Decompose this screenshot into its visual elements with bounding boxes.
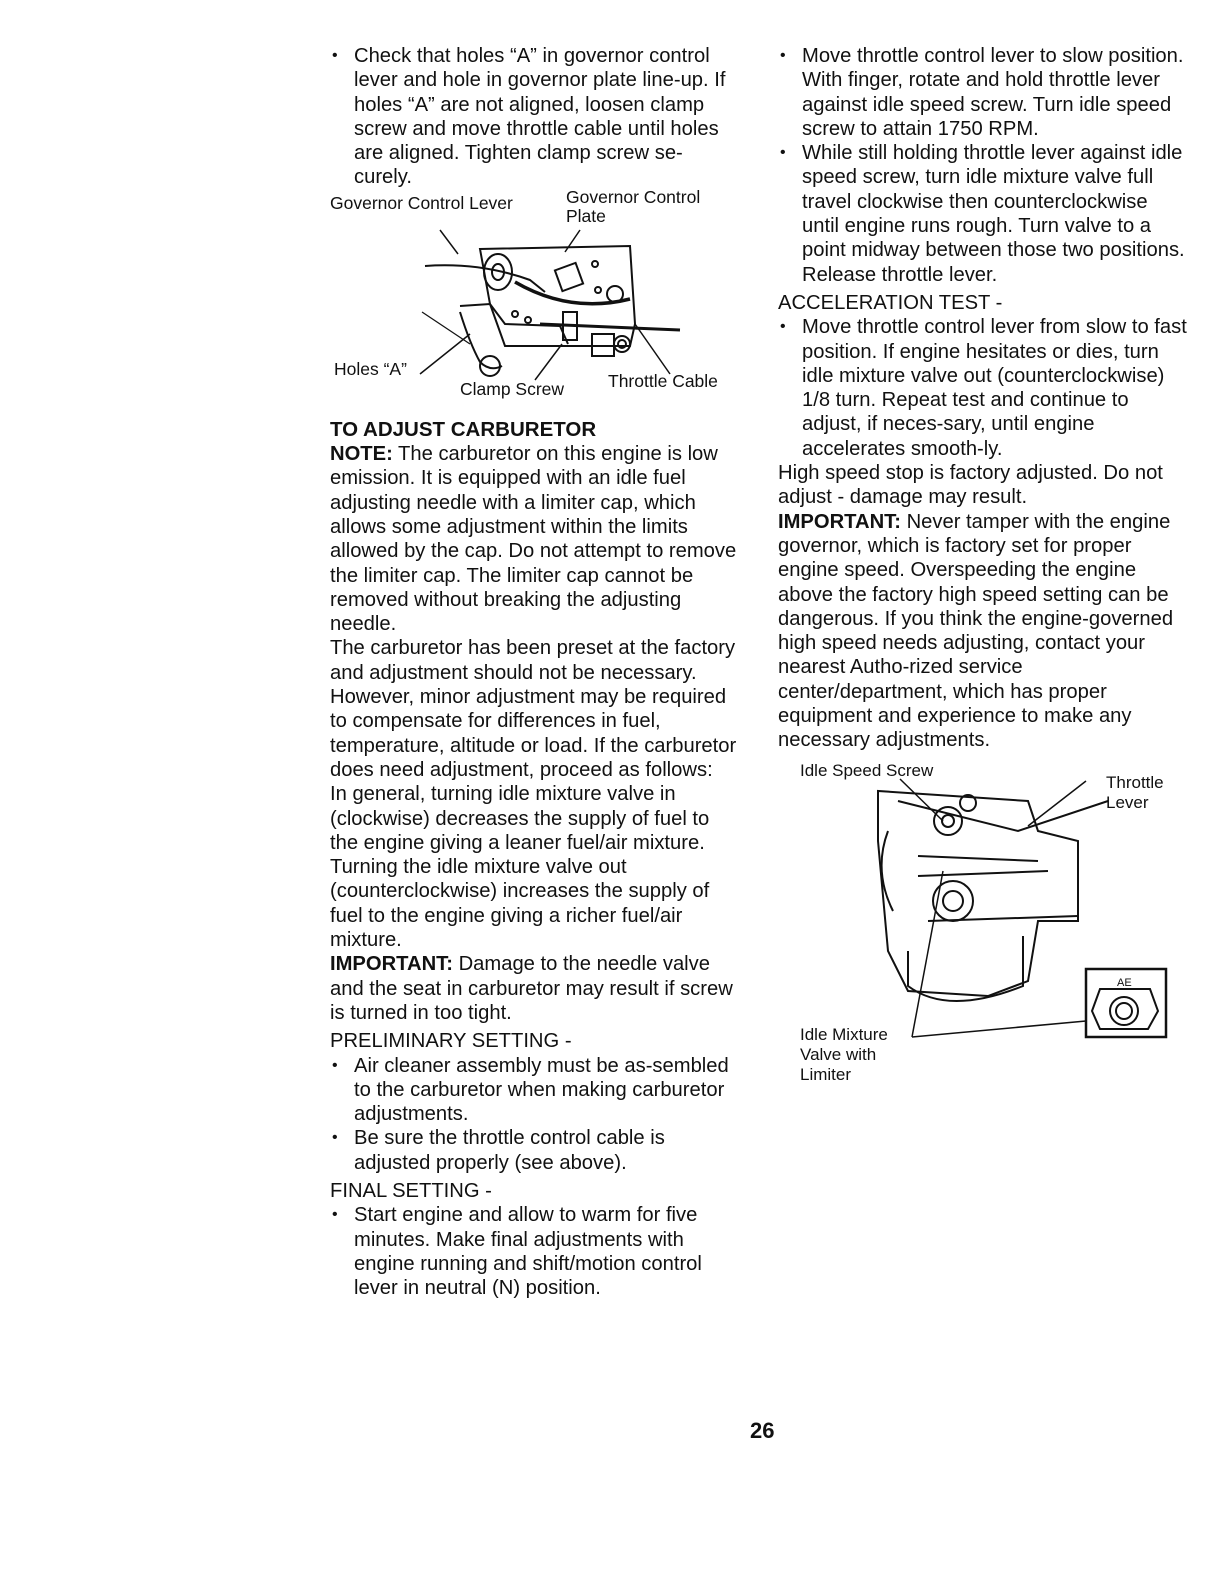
note-label: NOTE: (330, 443, 393, 466)
idle-speed-screw-label: Idle Speed Screw (800, 760, 934, 780)
governor-control-lever-label: Governor Control Lever (330, 192, 513, 213)
final-bullet: • Start engine and allow to warm for five minutes. Make final adjustments with engine running and shift/motion control lever in neutral (N) position. (330, 1203, 740, 1300)
prelim-bullet: • Air cleaner assembly must be as-sembled to the carburetor when making carburetor adjustments. (330, 1054, 740, 1127)
acceleration-test-heading: ACCELERATION TEST - (778, 291, 1003, 314)
throttle-lever-label-2: Lever (1106, 792, 1149, 812)
left-column (330, 44, 740, 1300)
governor-control-plate-label-2: Plate (566, 205, 606, 226)
clamp-screw-label: Clamp Screw (460, 378, 565, 399)
general-paragraph: In general, turning idle mixture valve in (clockwise) decreases the supply of fuel to the engine giving a leaner fuel/air mixture. Turning the idle mixture valve out (counterclockwise) increases the supply of fuel to the engine giving a richer fuel/air mixture. (330, 783, 710, 952)
page-number: 26 (750, 1418, 775, 1443)
idle-mixture-label-3: Limiter (800, 1064, 852, 1084)
holes-a-label: Holes “A” (334, 358, 407, 379)
throttle-slow-bullet: • Move throttle control lever to slow position. With finger, rotate and hold throttle lever against idle speed screw. Turn idle speed screw to attain 1750 RPM. (778, 44, 1190, 141)
carburetor-diagram (778, 761, 1190, 1091)
throttle-lever-label-1: Throttle (1106, 772, 1164, 792)
important-label-right: IMPORTANT: (778, 510, 901, 533)
idle-mixture-label-2: Valve with (800, 1044, 877, 1064)
acceleration-bullet: • Move throttle control lever from slow to fast position. If engine hesitates or dies, turn idle mixture valve out (counterclockwise) 1/8 turn. Repeat test and continue to adjust, if neces-sary, until engine accelerates smooth-ly. (778, 315, 1190, 461)
governor-diagram (330, 186, 740, 412)
high-speed-paragraph: High speed stop is factory adjusted. Do not adjust - damage may result. (778, 462, 1163, 509)
final-setting-heading: FINAL SETTING - (330, 1179, 492, 1202)
mixture-valve-bullet: • While still holding throttle lever against idle speed screw, turn idle mixture valve full travel clockwise then counterclockwise until engine runs rough. Turn valve to a point midway between those two positions. Release throttle lever. (778, 141, 1190, 287)
ae-cap-marking: AE (1117, 976, 1132, 989)
note-paragraph (330, 442, 740, 636)
important-paragraph-right (778, 510, 1190, 753)
right-column (778, 44, 1190, 1091)
preset-paragraph: The carburetor has been preset at the factory and adjustment should not be necessary. However, minor adjustment may be required to compensate for differences in fuel, temperature, altitude or load. If the carburetor does need adjustment, proceed as follows: (330, 637, 737, 781)
idle-mixture-label-1: Idle Mixture (800, 1024, 888, 1044)
important-text-right: Never tamper with the engine governor, which is factory set for proper engine speed. Overspeeding the engine above the factory high speed setting can be dangerous. If you think the engine-governed high speed needs adjusting, contact your nearest Autho-rized service center/department, which has proper equipment and experience to make any necessary adjustments. (778, 510, 1174, 752)
note-text: The carburetor on this engine is low emission. It is equipped with an idle fuel adjusting needle with a limiter cap, which allows some adjustment within the limits allowed by the cap. Do not attempt to remove the limiter cap. The limiter cap cannot be removed without breaking the adjusting needle. (330, 443, 737, 636)
prelim-bullet: • Be sure the throttle control cable is adjusted properly (see above). (330, 1126, 740, 1175)
adjust-carburetor-heading: TO ADJUST CARBURETOR (330, 417, 597, 441)
throttle-cable-label: Throttle Cable (608, 370, 718, 391)
check-holes-bullet: • Check that holes “A” in governor control lever and hole in governor plate line-up. If holes “A” are not aligned, loosen clamp screw and move throttle cable until holes are aligned. Tighten clamp screw se-curely. (330, 44, 740, 190)
preliminary-setting-heading: PRELIMINARY SETTING - (330, 1030, 572, 1053)
important-text-left: Damage to the needle valve and the seat in carburetor may result if screw is turned in too tight. (330, 953, 733, 1024)
important-paragraph-left (330, 952, 740, 1025)
governor-control-plate-label-1: Governor Control (566, 186, 701, 207)
important-label-left: IMPORTANT: (330, 953, 453, 976)
